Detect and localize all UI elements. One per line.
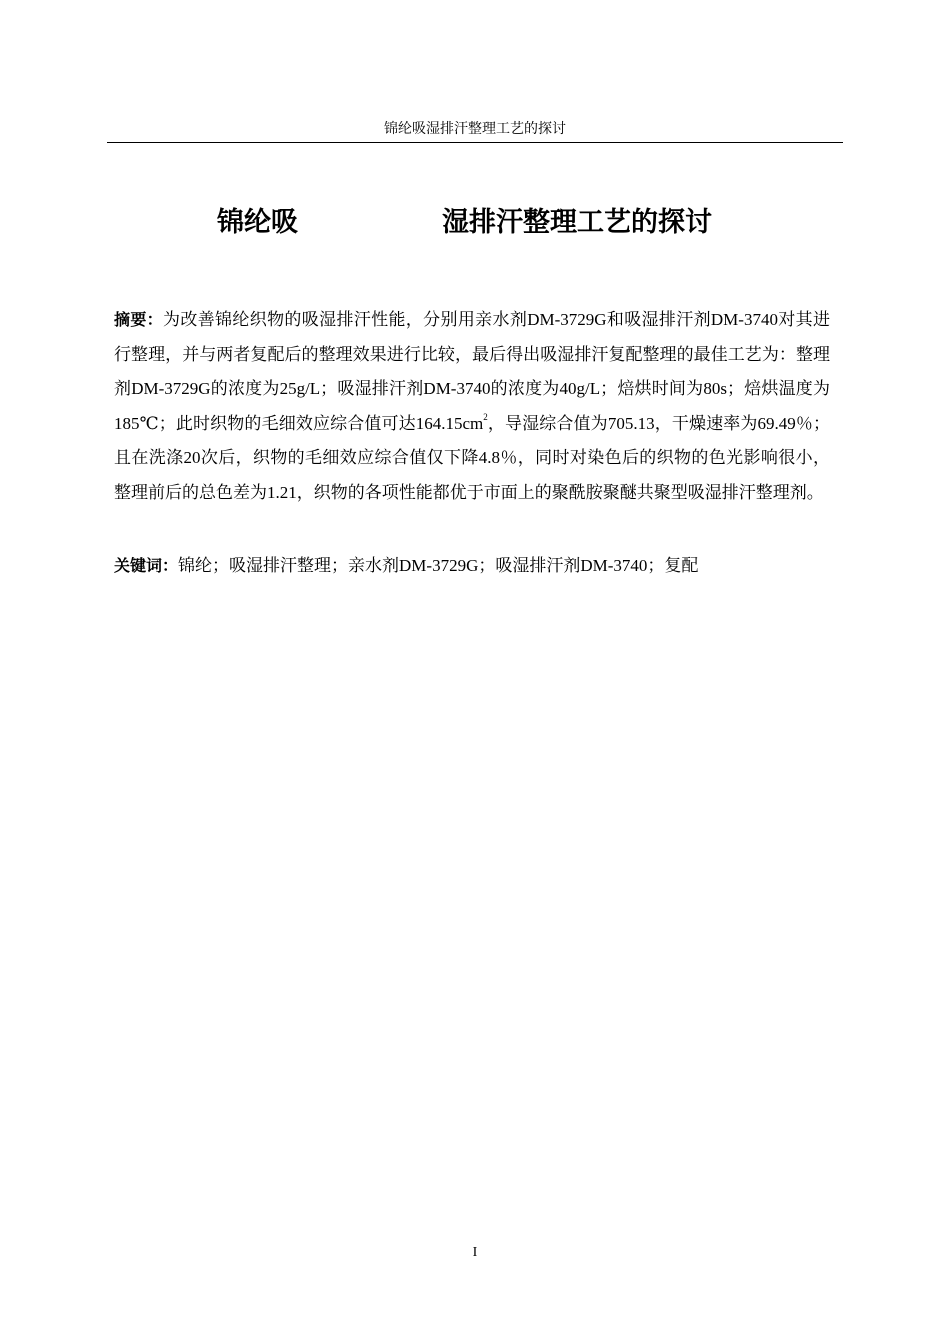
abstract-superscript: 2 [483,411,488,422]
running-header: 锦纶吸湿排汗整理工艺的探讨 [107,120,843,143]
keywords-text: 锦纶；吸湿排汗整理；亲水剂DM-3729G；吸湿排汗剂DM-3740；复配 [178,556,699,575]
abstract-label: 摘要： [114,310,164,329]
abstract-text-2: ，导湿综合值为705.13，干燥速率为69.49％；且在洗涤20次后，织物的毛细效应综合值仅下降4.8％，同时对染色后的织物的色光影响很小，整理前后的总色差为1.21，织物的各项性能都优于市面上的聚酰胺聚醚共聚型吸湿排汗整理剂。 [114,413,830,502]
abstract-paragraph [114,303,830,510]
title-part-1: 锦纶吸 [217,207,298,238]
keywords-label: 关键词： [114,556,179,575]
keywords-paragraph [114,549,830,584]
page-number: I [472,1245,478,1260]
abstract-text-1: 为改善锦纶织物的吸湿排汗性能，分别用亲水剂DM-3729G和吸湿排汗剂DM-3740对其进行整理，并与两者复配后的整理效果进行比较，最后得出吸湿排汗复配整理的最佳工艺为：整理剂DM-3729G的浓度为25g/L；吸湿排汗剂DM-3740的浓度为40g/L；焙烘时间为80s；焙烘温度为185℃；此时织物的毛细效应综合值可达164.15cm [114,310,830,433]
paper-title [107,203,843,243]
title-part-2: 湿排汗整理工艺的探讨 [442,207,712,238]
